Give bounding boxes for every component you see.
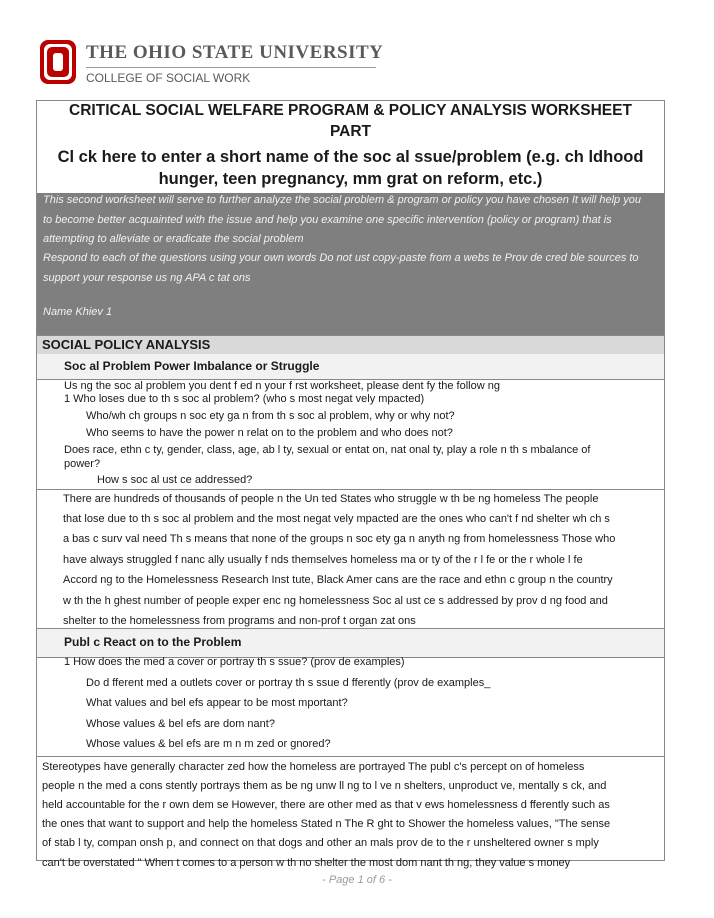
page-total: 6 (379, 874, 386, 886)
university-name: THE OHIO STATE UNIVERSITY (86, 42, 384, 63)
question-line: power? (64, 458, 101, 470)
logo-divider (86, 67, 376, 68)
response-line: that lose due to th s soc al problem and the most negat vely mpacted are the ones who can't f nd shelter wh ch s (63, 513, 610, 525)
response-line: w th the h ghest number of people exper enc ng homelessness Soc al ust ce s addressed by prov d ng food and (63, 595, 608, 607)
worksheet-title-line1: CRITICAL SOCIAL WELFARE PROGRAM & POLICY ANALYSIS WORKSHEET (69, 102, 632, 119)
question-line: What values and bel efs appear to be most mportant? (86, 697, 348, 709)
response-line: There are hundreds of thousands of people n the Un ted States who struggle w th be ng homeless The people (63, 493, 599, 505)
worksheet-frame (36, 100, 665, 869)
question-line: Whose values & bel efs are m n m zed or gnored? (86, 738, 331, 750)
issue-name-line2: hunger, teen pregnancy, mm grat on reform, etc.) (158, 170, 543, 188)
question-line: Does race, ethn c ty, gender, class, age, ab l ty, sexual or entat on, nat onal ty, play a role n th s mbalance of (64, 444, 591, 456)
footer-of: of (363, 874, 380, 886)
worksheet-title-line2: PART (329, 123, 372, 140)
question-line: How s soc al ust ce addressed? (97, 474, 253, 486)
response-line: have always struggled f nanc ally usually f nds themselves homeless ma or ty of the r l fe or the r whole l fe (63, 554, 583, 566)
section-heading-social-policy-analysis (37, 335, 664, 355)
question-line: Us ng the soc al problem you dent f ed n your f rst worksheet, please dent fy the follow ng (64, 380, 500, 392)
response-line: shelter to the homelessness from programs and non-prof t organ zat ons (63, 615, 416, 627)
question-line: 1 How does the med a cover or portray th s ssue? (prov de examples) (64, 656, 405, 668)
footer-suffix: - (385, 874, 392, 886)
issue-name-line1: Cl ck here to enter a short name of the soc al ssue/problem (e.g. ch ldhood (57, 148, 644, 166)
response-field-power-imbalance[interactable] (37, 489, 664, 629)
response-line: of stab l ty, compan onsh p, and connect on that dogs and other an mals prov de to the r unsheltered owner s mply (42, 837, 599, 849)
question-line: 1 Who loses due to th s soc al problem? (who s most negat vely mpacted) (64, 393, 425, 405)
footer-prefix: - Page (322, 874, 358, 886)
response-line: the ones that want to support and help the homeless Stated n The R ght to Shower the homeless values, "The sense (42, 818, 611, 830)
issue-name-field[interactable] (37, 146, 664, 190)
page-footer (0, 874, 714, 886)
response-line: can't be overstated " When t comes to a person w th no shelter the most dom nant th ng, they value s money (42, 857, 571, 869)
response-field-public-reaction[interactable] (37, 757, 664, 869)
question-line: Who seems to have the power n relat on to the problem and who does not? (86, 427, 453, 439)
subsection-heading-power-imbalance (37, 354, 664, 380)
subsection-heading-text: Soc al Problem Power Imbalance or Struggle (64, 359, 320, 373)
question-line: Whose values & bel efs are dom nant? (86, 718, 275, 730)
block-o-logo-icon (40, 40, 76, 84)
question-line: Who/wh ch groups n soc ety ga n from th s soc al problem, why or why not? (86, 410, 455, 422)
response-line: people n the med a cons stently portrays them as be ng unw ll ng to l ve n shelters, unproduct ve, mentally s ck, and (42, 780, 607, 792)
university-logo (40, 40, 384, 86)
question-line: Do d fferent med a outlets cover or portray th s ssue d fferently (prov de examples_ (86, 677, 491, 689)
instructions-panel (37, 193, 664, 335)
instructions-paragraph-2: Respond to each of the questions using your own words Do not ust copy-paste from a webs te Prov de cred ble sources to support your response us ng APA c tat ons (43, 252, 639, 284)
instructions-paragraph-1: This second worksheet will serve to further analyze the social problem & program or policy you have chosen It will help you to become better acquainted with the issue and help you examine one specific intervention (policy or program) that is attempting to alleviate or eradicate the social problem (43, 194, 641, 245)
subsection-heading-text: Publ c React on to the Problem (64, 635, 242, 649)
student-name: Name Khiev 1 (43, 306, 113, 318)
response-line: held accountable for the r own dem se However, there are other med as that v ews homelessness d fferently such as (42, 799, 610, 811)
section-heading-text: SOCIAL POLICY ANALYSIS (42, 337, 211, 352)
response-line: Accord ng to the Homelessness Research Inst tute, Black Amer cans are the race and ethn c group n the country (63, 574, 613, 586)
response-line: a bas c surv val need Th s means that none of the groups n soc ety ga n anyth ng from homelessness Those who (63, 533, 616, 545)
response-line: Stereotypes have generally character zed how the homeless are portrayed The publ c's percept on of homeless (42, 761, 585, 773)
worksheet-title (37, 101, 664, 193)
college-name: COLLEGE OF SOCIAL WORK (86, 71, 251, 85)
page-number: 1 (357, 874, 364, 886)
